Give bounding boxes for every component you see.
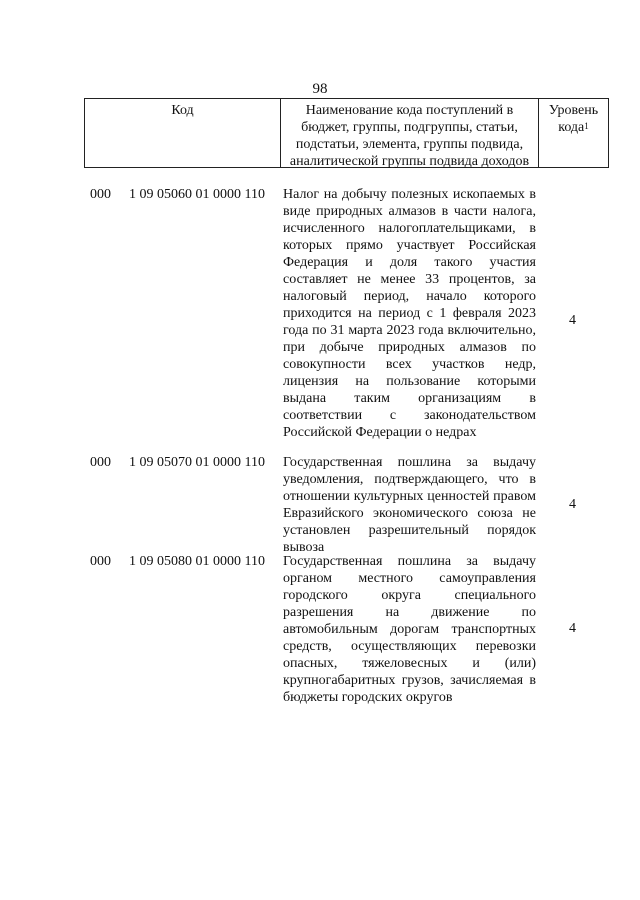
row-level: 4 [569, 497, 576, 512]
header-code-label: Код [171, 103, 194, 118]
header-name-line: Наименование кода поступлений в [305, 103, 514, 118]
header-level-column [539, 99, 608, 167]
header-level-label: кода [558, 120, 585, 135]
row-description: Налог на добычу полезных ископаемых в виде природных алмазов в части налога, исчисленного налогоплательщиками, в которых прямо участвует Российская Федерация и доля такого участия составляет не менее 33 процентов, за налоговый период, начало которого приходится на период с 1 февраля 2023 года по 31 марта 2023 года включительно, при добыче природных алмазов по совокупности всех участков недр, лицензия на пользование которыми выдана таким организациям в соответствии с законодательством Российской Федерации о недрах [283, 187, 536, 440]
header-name-line: подстатьи, элемента, группы подвида, [295, 137, 524, 152]
header-level-line [539, 119, 608, 136]
row-code: 1 09 05070 01 0000 110 [129, 455, 265, 470]
header-code-column [85, 99, 281, 167]
row-prefix: 000 [90, 554, 111, 569]
row-prefix: 000 [90, 455, 111, 470]
row-code: 1 09 05060 01 0000 110 [129, 187, 265, 202]
row-level: 4 [569, 621, 576, 636]
table-header [84, 98, 609, 168]
header-name-line: бюджет, группы, подгруппы, статьи, [301, 120, 518, 135]
row-level: 4 [569, 313, 576, 328]
footnote-marker: 1 [584, 121, 589, 131]
header-name-column [281, 99, 539, 167]
header-name-line: аналитической группы подвида доходов [289, 154, 530, 169]
row-prefix: 000 [90, 187, 111, 202]
row-description: Государственная пошлина за выдачу уведомления, подтверждающего, что в отношении культурных ценностей правом Евразийского экономического союза не установлен разрешительный порядок вывоза [283, 455, 536, 555]
header-level-line: Уровень [548, 103, 599, 118]
row-description: Государственная пошлина за выдачу органом местного самоуправления городского округа специального разрешения на движение по автомобильным дорогам транспортных средств, осуществляющих перевозки опасных, тяжеловесных и (или) крупногабаритных грузов, зачисляемая в бюджеты городских округов [283, 554, 536, 705]
page-number: 98 [312, 81, 328, 97]
row-code: 1 09 05080 01 0000 110 [129, 554, 265, 569]
